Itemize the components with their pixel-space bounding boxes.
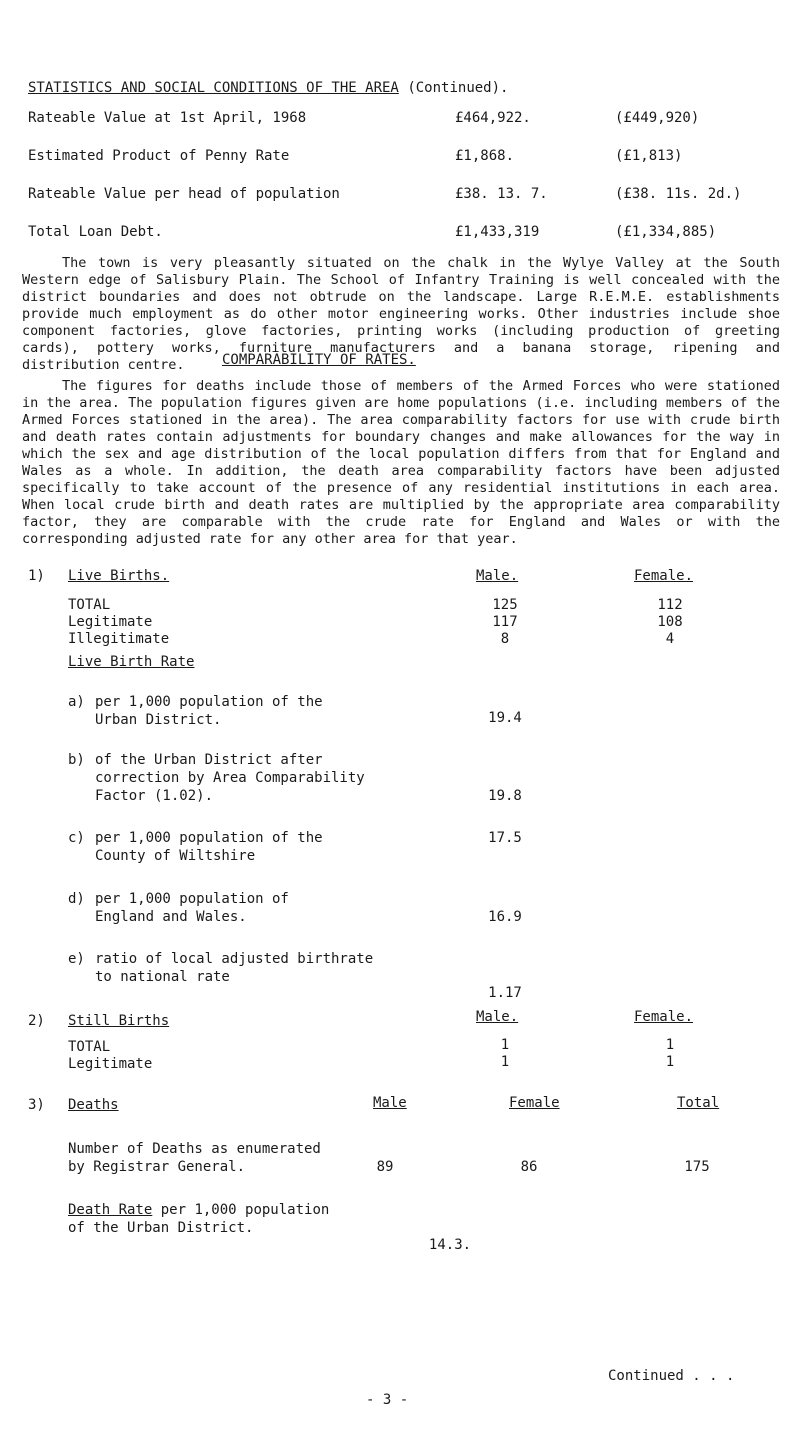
col-female: Female. [634, 568, 694, 584]
rate-value: 19.4 [488, 710, 522, 726]
stat-label: Estimated Product of Penny Rate [28, 148, 290, 164]
row-male: 117 [492, 614, 518, 630]
rate-value: 19.8 [488, 788, 522, 804]
deaths-row-label: by Registrar General. [68, 1159, 246, 1175]
row-female: 112 [657, 597, 683, 613]
stat-label: Rateable Value per head of population [28, 186, 340, 202]
stat-value: £38. 13. 7. [455, 186, 548, 202]
row-male: 125 [492, 597, 518, 613]
rate-desc-line: per 1,000 population of [95, 891, 289, 907]
stat-value: £464,922. [455, 110, 531, 126]
rate-desc-line: per 1,000 population of the [95, 694, 323, 710]
rate-letter: a) [68, 694, 85, 710]
rate-desc-line: County of Wiltshire [95, 848, 256, 864]
section-number: 3) [28, 1097, 45, 1113]
rate-desc-line: per 1,000 population of the [95, 830, 323, 846]
rate-letter: e) [68, 951, 85, 967]
rate-value: 17.5 [488, 830, 522, 846]
rate-desc-line: correction by Area Comparability [95, 770, 365, 786]
page-header [28, 80, 508, 96]
stat-previous: (£1,813) [615, 148, 683, 164]
deaths-female: 86 [520, 1159, 538, 1175]
rate-desc-line: Urban District. [95, 712, 222, 728]
rate-desc-line: of the Urban District after [95, 752, 323, 768]
rate-desc-line: ratio of local adjusted birthrate [95, 951, 374, 967]
col-total: Total [677, 1095, 720, 1111]
col-male: Male [373, 1095, 407, 1111]
continued-note: (Continued). [407, 80, 509, 96]
row-female: 108 [657, 614, 683, 630]
stat-label: Total Loan Debt. [28, 224, 163, 240]
row-label: Illegitimate [68, 631, 170, 647]
death-rate-heading: Death Rate [68, 1202, 153, 1218]
rate-desc-line: Factor (1.02). [95, 788, 214, 804]
stat-previous: (£449,920) [615, 110, 700, 126]
rate-value: 1.17 [488, 985, 522, 1001]
col-female: Female [509, 1095, 560, 1111]
stat-previous: (£1,334,885) [615, 224, 717, 240]
continued-footer: Continued . . . [608, 1368, 735, 1384]
rate-letter: c) [68, 830, 85, 846]
still-births-heading: Still Births [68, 1013, 170, 1029]
comparability-text: The figures for deaths include those of members of the Armed Forces who were stationed in the area. The population figures given are home populations (i.e. including members of the Armed Forces stationed in the area). The area comparability factors for use with crude birth and death rates contain adjustments for boundary changes and make allowances for the way in which the sex and age distribution of the local population differs from that for England and Wales as a whole. In addition, the death area comparability factors have been adjusted specifically to take account of the presence of any residential institutions in each area. When local crude birth and death rates are multiplied by the appropriate area comparability factor, they are comparable with the crude rate for England and Wales or with the corresponding adjusted rate for any other area for that year. [22, 378, 780, 547]
rate-desc-line: England and Wales. [95, 909, 247, 925]
row-label: TOTAL [68, 1039, 111, 1055]
section-number: 1) [28, 568, 45, 584]
row-label: Legitimate [68, 1056, 153, 1072]
col-male: Male. [476, 568, 519, 584]
stat-value: £1,868. [455, 148, 515, 164]
rate-value: 16.9 [488, 909, 522, 925]
stat-value: £1,433,319 [455, 224, 540, 240]
stat-label: Rateable Value at 1st April, 1968 [28, 110, 307, 126]
rate-letter: d) [68, 891, 85, 907]
area-description: The town is very pleasantly situated on the chalk in the Wylye Valley at the South Western edge of Salisbury Plain. The School of Infantry Training is well concealed with the district boundaries and does not obtrude on the landscape. Large R.E.M.E. establishments provide much employment as do other motor engineering works. Other industries include shoe component factories, glove factories, printing works (including production of greeting cards), pottery works, furniture manufacturers and a banana storage, ripening and distribution centre. [22, 255, 780, 373]
death-rate-value: 14.3. [428, 1237, 472, 1253]
live-births-heading: Live Births. [68, 568, 170, 584]
row-male: 1 [500, 1054, 510, 1070]
row-label: Legitimate [68, 614, 153, 630]
row-male: 1 [500, 1037, 510, 1053]
section-number: 2) [28, 1013, 45, 1029]
page-number: - 3 - [366, 1392, 409, 1408]
col-male: Male. [476, 1009, 519, 1025]
deaths-male: 89 [376, 1159, 394, 1175]
rate-letter: b) [68, 752, 85, 768]
col-female: Female. [634, 1009, 694, 1025]
comparability-heading: COMPARABILITY OF RATES. [222, 352, 416, 368]
row-female: 1 [665, 1054, 675, 1070]
deaths-total: 175 [684, 1159, 710, 1175]
death-rate-label-rest: per 1,000 population [152, 1202, 330, 1218]
death-rate-label [68, 1202, 329, 1218]
stat-previous: (£38. 11s. 2d.) [615, 186, 742, 202]
row-female: 4 [665, 631, 675, 647]
birth-rate-heading: Live Birth Rate [68, 654, 195, 670]
row-male: 8 [500, 631, 510, 647]
deaths-row-label: Number of Deaths as enumerated [68, 1141, 321, 1157]
rate-desc-line: to national rate [95, 969, 230, 985]
section-title: STATISTICS AND SOCIAL CONDITIONS OF THE AREA [28, 80, 399, 96]
row-label: TOTAL [68, 597, 111, 613]
row-female: 1 [665, 1037, 675, 1053]
death-rate-label: of the Urban District. [68, 1220, 254, 1236]
deaths-heading: Deaths [68, 1097, 119, 1113]
